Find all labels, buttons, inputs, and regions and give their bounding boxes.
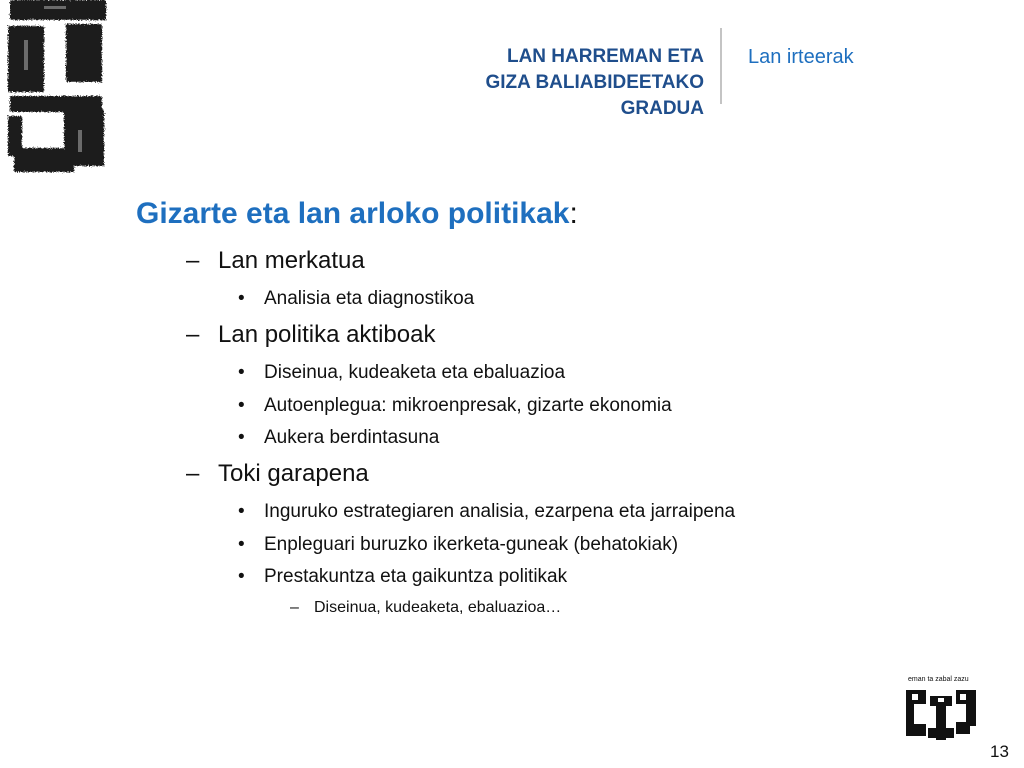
university-logo-icon [904, 676, 980, 746]
sub-list-item [238, 534, 678, 556]
list-item [186, 460, 369, 488]
list-item [186, 247, 365, 275]
sub-list-item-label: Diseinua, kudeaketa eta ebaluazioa [264, 362, 566, 383]
list-item-label: Lan merkatua [218, 247, 365, 274]
sub-list-item-label: Inguruko estrategiaren analisia, ezarpena eta jarraipena [264, 501, 736, 522]
dash-marker: – [290, 599, 299, 616]
sub-list-item [238, 501, 735, 523]
bullet-marker: • [238, 288, 245, 309]
list-item-label: Lan politika aktiboak [218, 321, 436, 348]
slide-heading-text: Gizarte eta lan arloko politikak [136, 197, 570, 230]
program-title-line: LAN HARREMAN ETA [506, 46, 704, 67]
sub-list-item-label: Autoenplegua: mikroenpresak, gizarte ekonomia [264, 395, 672, 416]
sub-list-item [238, 427, 439, 449]
slide-heading-colon: : [569, 197, 578, 230]
program-title-line: GIZA BALIABIDEETAKO [485, 72, 704, 93]
sub-sub-list-item-label: Diseinua, kudeaketa, ebaluazioa… [314, 599, 562, 616]
bullet-marker: • [238, 501, 245, 522]
bullet-marker: • [238, 395, 245, 416]
sub-list-item-label: Aukera berdintasuna [264, 427, 440, 448]
sub-list-item [238, 395, 672, 417]
page-number: 13 [990, 742, 1009, 761]
sub-list-item-label: Analisia eta diagnostikoa [264, 288, 475, 309]
bullet-marker: • [238, 534, 245, 555]
sub-list-item [238, 362, 565, 384]
dash-marker: – [186, 247, 200, 274]
sub-list-item [238, 288, 474, 310]
section-title: Lan irteerak [748, 46, 854, 68]
sub-list-item-label: Prestakuntza eta gaikuntza politikak [264, 566, 568, 587]
dash-marker: – [186, 460, 200, 487]
sub-list-item [238, 566, 567, 588]
sub-list-item-label: Enpleguari buruzko ikerketa-guneak (behatokiak) [264, 534, 679, 555]
logo-motto: eman ta zabal zazu [908, 676, 969, 683]
sub-sub-list-item [290, 599, 561, 617]
bullet-marker: • [238, 427, 245, 448]
dash-marker: – [186, 321, 200, 348]
bullet-marker: • [238, 362, 245, 383]
list-item [186, 321, 435, 349]
program-title-line: GRADUA [620, 98, 704, 119]
bullet-marker: • [238, 566, 245, 587]
list-item-label: Toki garapena [218, 460, 369, 487]
